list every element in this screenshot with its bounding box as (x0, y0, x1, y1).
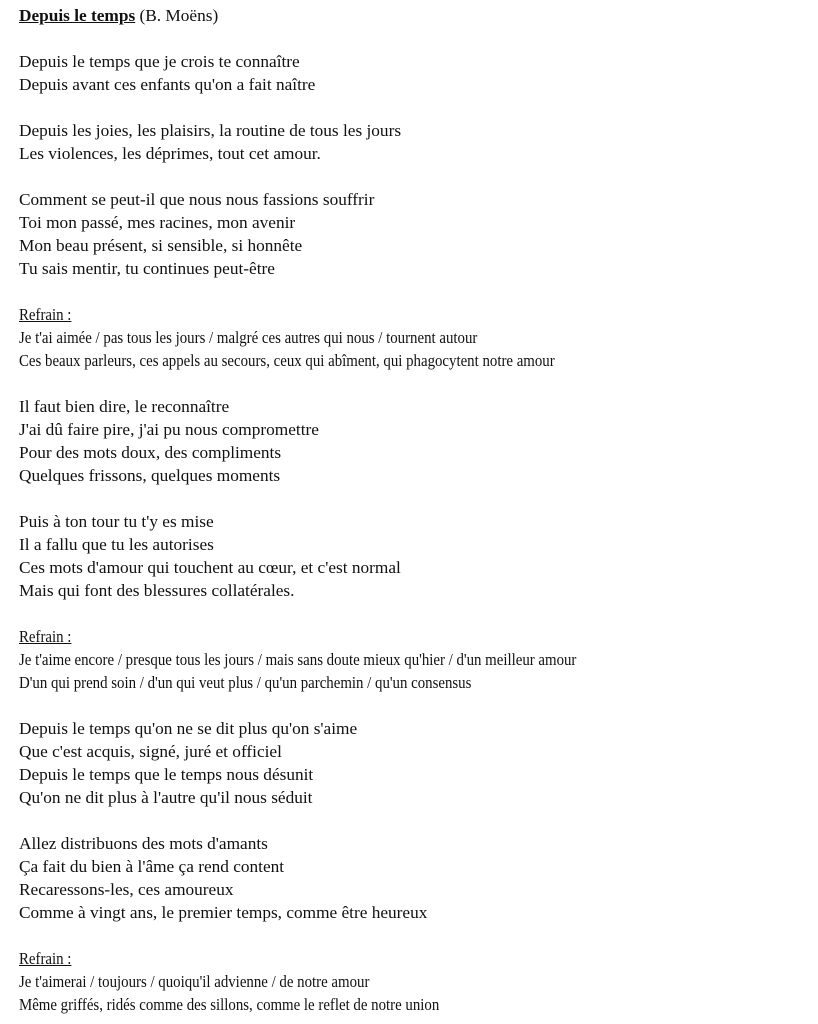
lyric-text: Depuis le temps que je crois te connaître (19, 52, 300, 71)
song-title: Depuis le temps (19, 6, 136, 25)
song-author: (B. Moëns) (139, 6, 219, 25)
lyric-text: D'un qui prend soin / d'un qui veut plus / qu'un parchemin / qu'un consensus (19, 673, 472, 692)
lyric-line (19, 556, 818, 579)
lyric-text: Pour des mots doux, des compliments (19, 443, 282, 462)
stanzas (19, 50, 818, 1016)
lyric-text: Que c'est acquis, signé, juré et officiel (19, 742, 282, 761)
lyric-line (19, 855, 818, 878)
lyric-text: Ces mots d'amour qui touchent au cœur, et c'est normal (19, 558, 401, 577)
lyric-line (19, 533, 818, 556)
lyric-text: Comment se peut-il que nous nous fassions souffrir (19, 190, 375, 209)
lyric-text: Même griffés, ridés comme des sillons, comme le reflet de notre union (19, 995, 440, 1014)
lyric-line (19, 50, 818, 73)
lyric-line (19, 648, 818, 671)
lyric-text: Il faut bien dire, le reconnaître (19, 397, 230, 416)
lyric-line (19, 671, 818, 694)
lyric-text: Depuis le temps que le temps nous désunit (19, 765, 314, 784)
lyric-line (19, 717, 818, 740)
lyric-line (19, 878, 818, 901)
lyric-line (19, 188, 818, 211)
lyric-text: Je t'aimerai / toujours / quoiqu'il advienne / de notre amour (19, 972, 370, 991)
lyric-line (19, 73, 818, 96)
lyric-line (19, 211, 818, 234)
lyric-line (19, 464, 818, 487)
lyric-text: Depuis les joies, les plaisirs, la routine de tous les jours (19, 121, 402, 140)
lyric-line (19, 441, 818, 464)
verse-stanza (19, 395, 818, 487)
lyric-line (19, 142, 818, 165)
lyric-line (19, 349, 818, 372)
lyric-text: Mais qui font des blessures collatérales. (19, 581, 295, 600)
lyric-text: Comme à vingt ans, le premier temps, comme être heureux (19, 903, 428, 922)
lyrics-document (19, 4, 818, 1016)
lyric-line (19, 418, 818, 441)
verse-stanza (19, 119, 818, 165)
refrain-label-line (19, 303, 818, 326)
lyric-text: J'ai dû faire pire, j'ai pu nous compromettre (19, 420, 319, 439)
lyric-text: Depuis avant ces enfants qu'on a fait naître (19, 75, 316, 94)
verse-stanza (19, 832, 818, 924)
verse-stanza (19, 717, 818, 809)
refrain-label: Refrain : (19, 305, 72, 324)
refrain-stanza (19, 947, 818, 1016)
lyric-line (19, 740, 818, 763)
verse-stanza (19, 50, 818, 96)
lyric-line (19, 970, 818, 993)
lyric-line (19, 832, 818, 855)
title-line (19, 4, 818, 27)
verse-stanza (19, 510, 818, 602)
refrain-stanza (19, 625, 818, 694)
lyric-line (19, 234, 818, 257)
refrain-stanza (19, 303, 818, 372)
lyric-line (19, 901, 818, 924)
lyric-text: Mon beau présent, si sensible, si honnête (19, 236, 303, 255)
lyric-text: Les violences, les déprimes, tout cet amour. (19, 144, 321, 163)
lyric-line (19, 395, 818, 418)
lyric-line (19, 257, 818, 280)
lyric-text: Je t'ai aimée / pas tous les jours / malgré ces autres qui nous / tournent autour (19, 328, 478, 347)
lyric-line (19, 763, 818, 786)
lyric-text: Quelques frissons, quelques moments (19, 466, 281, 485)
lyric-text: Je t'aime encore / presque tous les jours / mais sans doute mieux qu'hier / d'un meilleur amour (19, 650, 577, 669)
lyric-line (19, 119, 818, 142)
lyric-line (19, 326, 818, 349)
lyric-text: Puis à ton tour tu t'y es mise (19, 512, 214, 531)
lyric-text: Recaressons-les, ces amoureux (19, 880, 234, 899)
lyric-text: Allez distribuons des mots d'amants (19, 834, 268, 853)
refrain-label-line (19, 625, 818, 648)
lyric-text: Il a fallu que tu les autorises (19, 535, 214, 554)
lyric-text: Ça fait du bien à l'âme ça rend content (19, 857, 285, 876)
refrain-label: Refrain : (19, 949, 72, 968)
refrain-label-line (19, 947, 818, 970)
lyric-line (19, 579, 818, 602)
lyric-text: Tu sais mentir, tu continues peut-être (19, 259, 275, 278)
lyric-text: Qu'on ne dit plus à l'autre qu'il nous séduit (19, 788, 313, 807)
lyric-text: Ces beaux parleurs, ces appels au secours, ceux qui abîment, qui phagocytent notre amour (19, 351, 555, 370)
lyric-line (19, 510, 818, 533)
lyric-text: Toi mon passé, mes racines, mon avenir (19, 213, 296, 232)
lyric-line (19, 993, 818, 1016)
lyric-line (19, 786, 818, 809)
verse-stanza (19, 188, 818, 280)
refrain-label: Refrain : (19, 627, 72, 646)
lyric-text: Depuis le temps qu'on ne se dit plus qu'on s'aime (19, 719, 358, 738)
